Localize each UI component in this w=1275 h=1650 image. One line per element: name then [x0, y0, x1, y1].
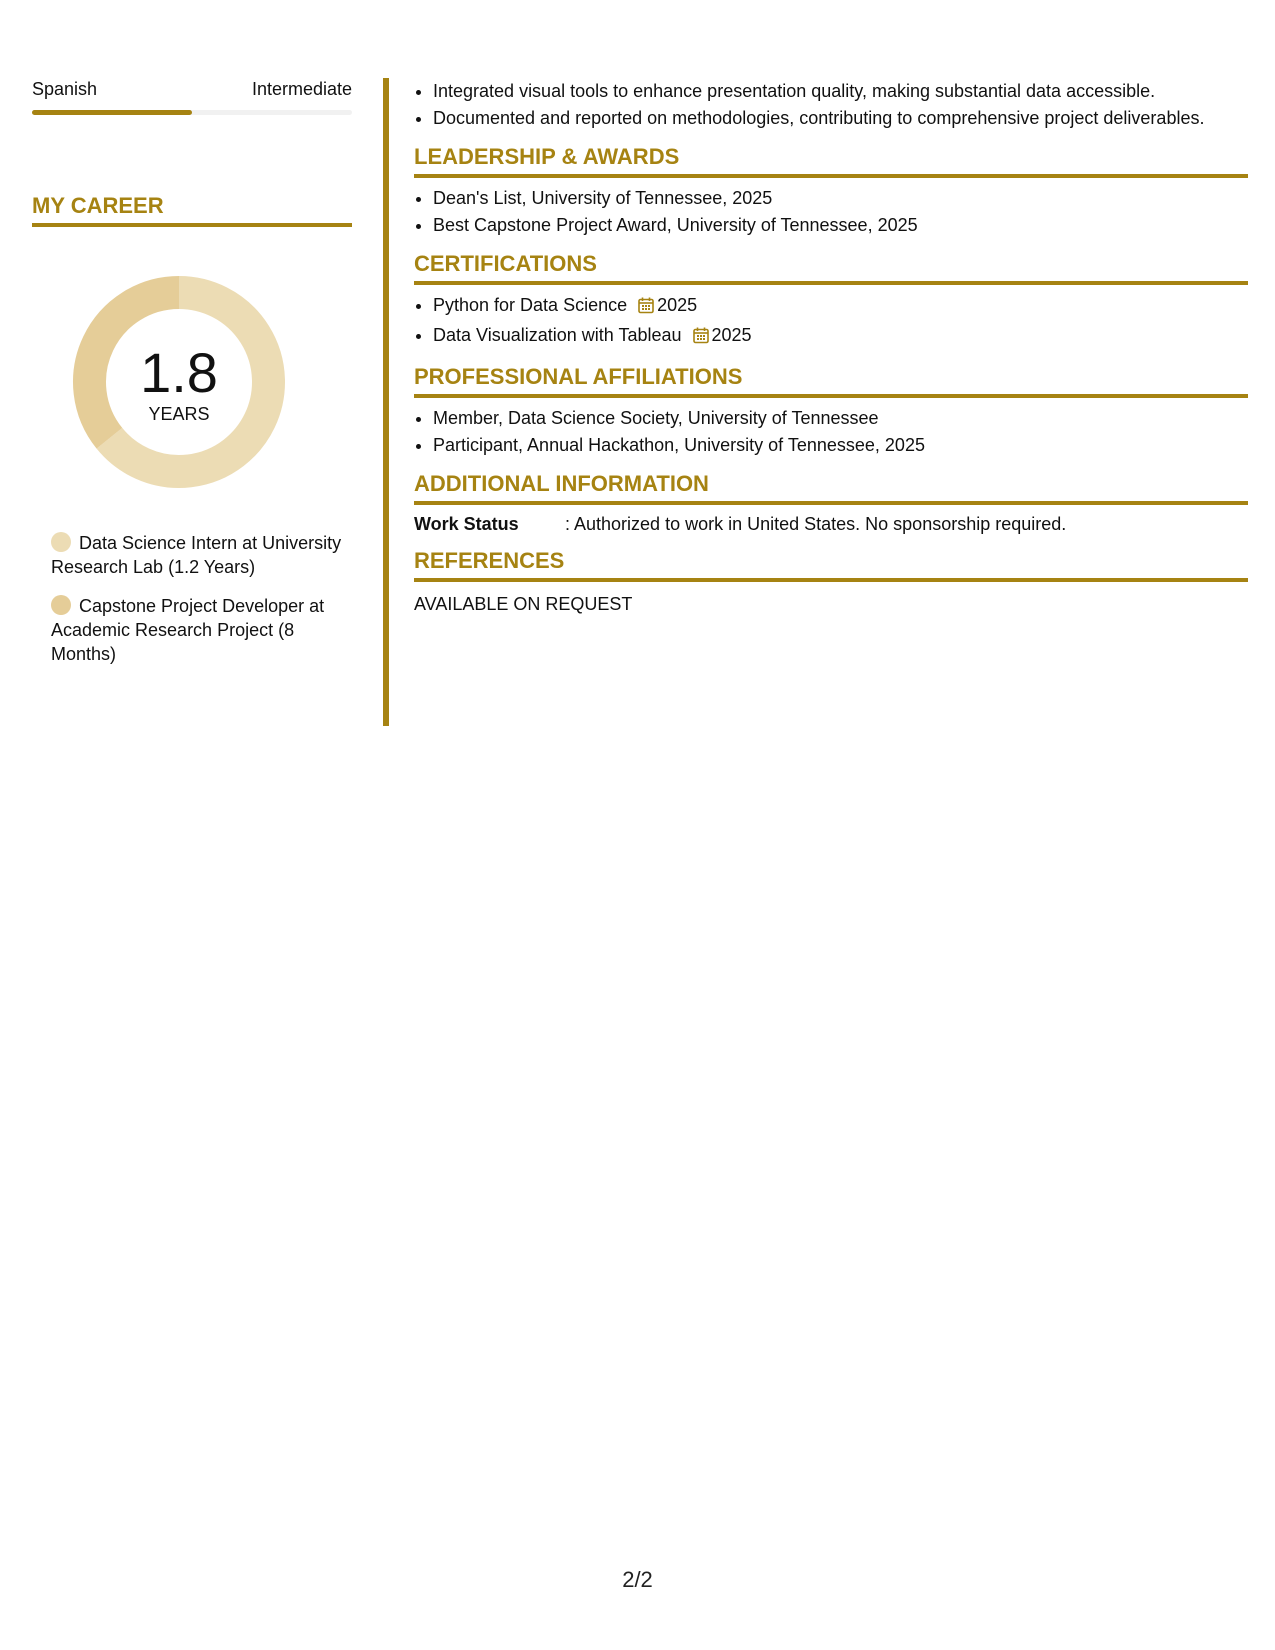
career-legend [32, 531, 352, 666]
language-proficiency-bar [32, 110, 352, 115]
work-status-label: Work Status [414, 514, 519, 534]
work-status-row [414, 512, 1248, 536]
legend-item [51, 594, 352, 666]
career-donut-chart [66, 269, 292, 495]
certification-item [433, 322, 1248, 352]
left-column [32, 78, 352, 681]
certification-year: 2025 [711, 325, 752, 345]
language-name: Spanish [32, 79, 98, 99]
career-total-value: 1.8 [140, 341, 218, 404]
list-item: • Best Capstone Project Award, University of Tennessee, 2025 [433, 212, 1248, 239]
career-total-unit: YEARS [148, 404, 210, 424]
column-divider [383, 78, 389, 726]
affiliations-list [414, 405, 1248, 459]
certifications-heading: CERTIFICATIONS [414, 251, 1248, 285]
legend-dot [51, 532, 71, 552]
legend-label: Capstone Project Developer at Academic Research Project (8 Months) [51, 596, 325, 664]
list-item: • Dean's List, University of Tennessee, 2025 [433, 185, 1248, 212]
donut-center [66, 269, 292, 495]
certification-item [433, 292, 1248, 322]
references-text: AVAILABLE ON REQUEST [414, 594, 633, 614]
work-status-value: : Authorized to work in United States. No sponsorship required. [565, 514, 1067, 534]
legend-dot [51, 595, 71, 615]
experience-bullets [414, 78, 1248, 132]
certification-name: Python for Data Science [433, 295, 628, 315]
certifications-list [414, 292, 1248, 352]
affiliations-heading: PROFESSIONAL AFFILIATIONS [414, 364, 1248, 398]
legend-label: Data Science Intern at University Research Lab (1.2 Years) [51, 533, 342, 577]
calendar-icon [638, 295, 654, 322]
calendar-icon [693, 325, 709, 352]
leadership-list [414, 185, 1248, 239]
list-item: • Member, Data Science Society, University of Tennessee [433, 405, 1248, 432]
certification-year: 2025 [657, 295, 698, 315]
right-column [414, 78, 1248, 616]
additional-info-heading: ADDITIONAL INFORMATION [414, 471, 1248, 505]
certification-name: Data Visualization with Tableau [433, 325, 682, 345]
career-heading: MY CAREER [32, 193, 352, 227]
list-item: • Integrated visual tools to enhance presentation quality, making substantial data accessible. [433, 78, 1248, 105]
language-proficiency-fill [32, 110, 192, 115]
page-number: 2/2 [622, 1567, 653, 1592]
language-row [32, 78, 352, 100]
language-level: Intermediate [251, 79, 352, 99]
leadership-heading: LEADERSHIP & AWARDS [414, 144, 1248, 178]
list-item: • Participant, Annual Hackathon, University of Tennessee, 2025 [433, 432, 1248, 459]
list-item: • Documented and reported on methodologies, contributing to comprehensive project deliverables. [433, 105, 1248, 132]
references-heading: REFERENCES [414, 548, 1248, 582]
legend-item [51, 531, 352, 579]
